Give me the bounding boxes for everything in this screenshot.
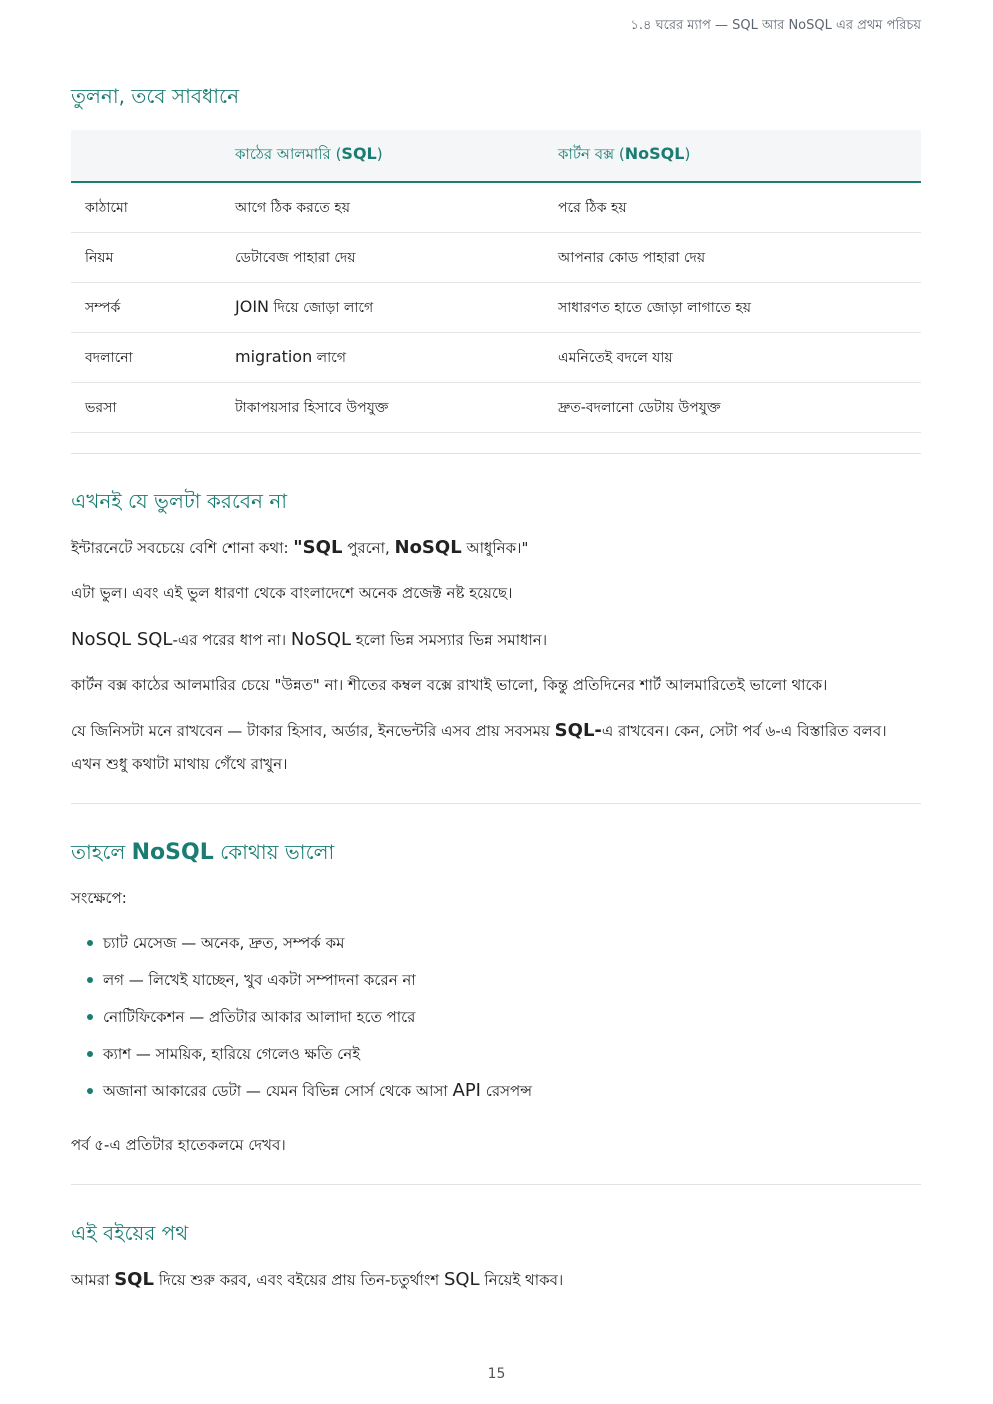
list-item: নোটিফিকেশন — প্রতিটার আকার আলাদা হতে পারে [71, 1002, 921, 1039]
row-label: কাঠামো [71, 182, 221, 233]
sql-cell: টাকাপয়সার হিসাবে উপযুক্ত [221, 383, 544, 433]
table-row [71, 233, 921, 283]
section-heading-book-path: এই বইয়ের পথ [71, 1221, 189, 1245]
table-header-sql: কাঠের আলমারি (SQL) [221, 130, 544, 182]
page-number: 15 [487, 1366, 506, 1382]
paragraph-summary-intro: সংক্ষেপে: [71, 889, 127, 907]
nosql-cell: দ্রুত-বদলানো ডেটায় উপযুক্ত [544, 383, 921, 433]
table-row [71, 333, 921, 383]
paragraph-remember: যে জিনিসটা মনে রাখবেন — টাকার হিসাব, অর্ডার, ইনভেন্টরি এসব প্রায় সবসময় SQL-এ রাখবেন। কেন, সেটা পর্ব ৬-এ বিস্তারিত বলব। এখন শুধু কথাটা মাথায় গেঁথে রাখুন। [71, 720, 887, 773]
list-item: ক্যাশ — সাময়িক, হারিয়ে গেলেও ক্ষতি নেই [71, 1039, 921, 1076]
use-case-list [71, 928, 921, 1113]
paragraph-myth: ইন্টারনেটে সবচেয়ে বেশি শোনা কথা: "SQL পুরনো, NoSQL আধুনিক।" [71, 537, 529, 558]
bullet-icon [87, 1088, 93, 1094]
nosql-cell: সাধারণত হাতে জোড়া লাগাতে হয় [544, 283, 921, 333]
table-row [71, 182, 921, 233]
running-header: ১.৪ ঘরের ম্যাপ — SQL আর NoSQL এর প্রথম পরিচয় [630, 18, 921, 33]
sql-cell: আগে ঠিক করতে হয় [221, 182, 544, 233]
paragraph-book-path: আমরা SQL দিয়ে শুরু করব, এবং বইয়ের প্রায় তিন-চতুর্থাংশ SQL নিয়েই থাকব। [71, 1269, 564, 1290]
list-item: অজানা আকারের ডেটা — যেমন বিভিন্ন সোর্স থেকে আসা API রেসপন্স [71, 1076, 921, 1113]
sql-cell: ডেটাবেজ পাহারা দেয় [221, 233, 544, 283]
section-divider [71, 1184, 921, 1185]
comparison-table [71, 130, 921, 433]
table-header-nosql: কার্টন বক্স (NoSQL) [544, 130, 921, 182]
row-label: ভরসা [71, 383, 221, 433]
bullet-icon [87, 1051, 93, 1057]
nosql-cell: আপনার কোড পাহারা দেয় [544, 233, 921, 283]
sql-cell: JOIN দিয়ে জোড়া লাগে [221, 283, 544, 333]
paragraph-analogy: কার্টন বক্স কাঠের আলমারির চেয়ে "উন্নত" না। শীতের কম্বল বক্সে রাখাই ভালো, কিন্তু প্রতিদিনের শার্ট আলমারিতেই ভালো থাকে। [71, 676, 828, 694]
bullet-icon [87, 1014, 93, 1020]
row-label: বদলানো [71, 333, 221, 383]
list-item: লগ — লিখেই যাচ্ছেন, খুব একটা সম্পাদনা করেন না [71, 965, 921, 1002]
list-item: চ্যাট মেসেজ — অনেক, দ্রুত, সম্পর্ক কম [71, 928, 921, 965]
bullet-icon [87, 977, 93, 983]
section-heading-mistake: এখনই যে ভুলটা করবেন না [71, 489, 288, 513]
section-divider [71, 453, 921, 454]
section-heading-comparison: তুলনা, তবে সাবধানে [71, 84, 240, 108]
table-header-row [71, 130, 921, 182]
nosql-cell: পরে ঠিক হয় [544, 182, 921, 233]
bullet-icon [87, 940, 93, 946]
table-row [71, 383, 921, 433]
sql-cell: migration লাগে [221, 333, 544, 383]
paragraph-not-next-step: NoSQL SQL-এর পরের ধাপ না। NoSQL হলো ভিন্ন সমস্যার ভিন্ন সমাধান। [71, 629, 548, 650]
nosql-cell: এমনিতেই বদলে যায় [544, 333, 921, 383]
row-label: নিয়ম [71, 233, 221, 283]
table-row [71, 283, 921, 333]
section-heading-nosql-use: তাহলে NoSQL কোথায় ভালো [71, 840, 335, 865]
paragraph-next-episode: পর্ব ৫-এ প্রতিটার হাতেকলমে দেখব। [71, 1136, 286, 1154]
row-label: সম্পর্ক [71, 283, 221, 333]
table-header-blank [71, 130, 221, 182]
section-divider [71, 803, 921, 804]
paragraph-wrong: এটা ভুল। এবং এই ভুল ধারণা থেকে বাংলাদেশে অনেক প্রজেক্ট নষ্ট হয়েছে। [71, 584, 513, 602]
